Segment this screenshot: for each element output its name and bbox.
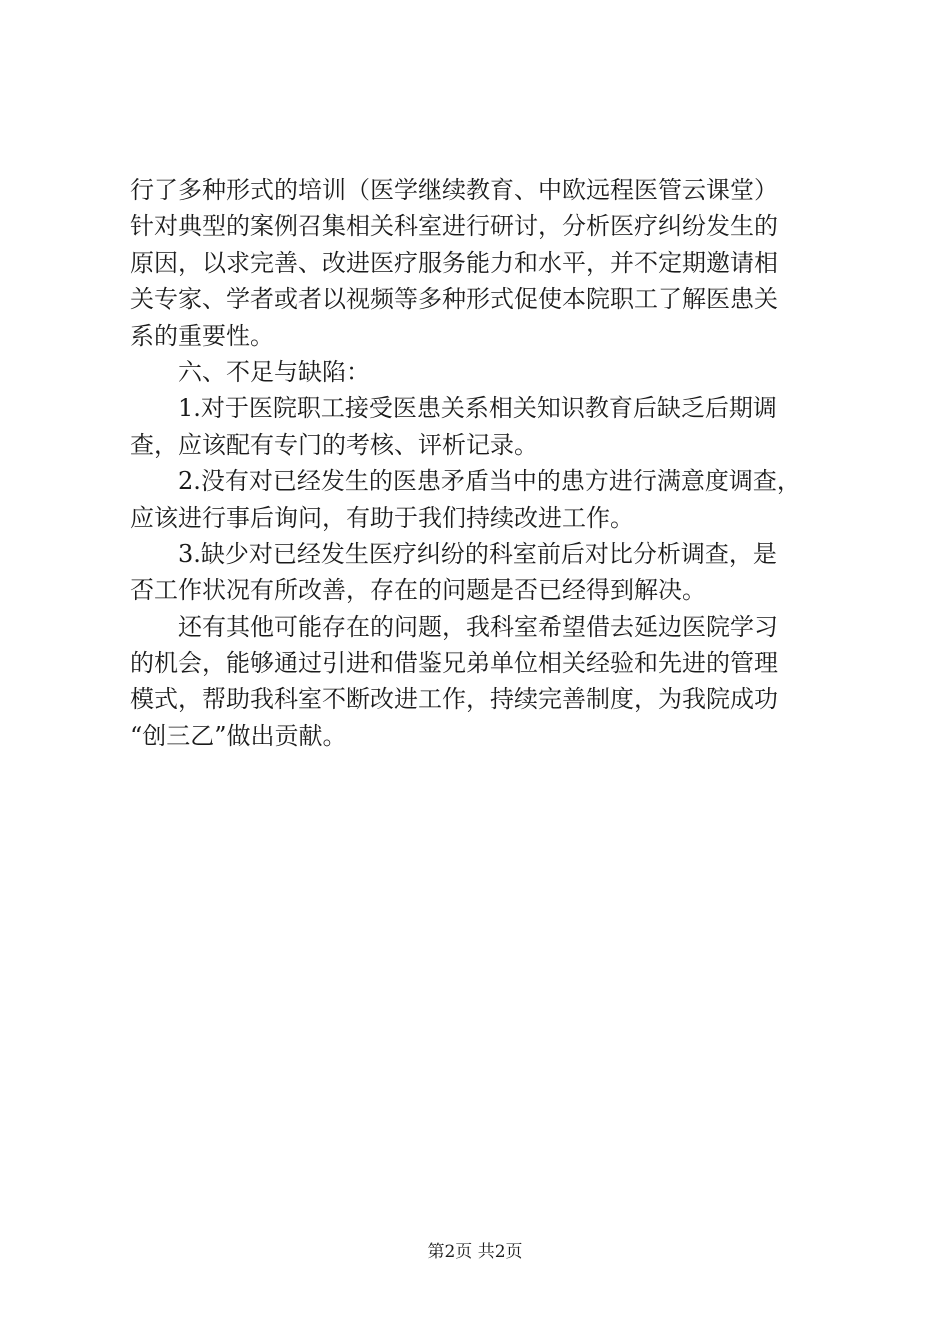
document-body bbox=[130, 172, 830, 754]
list-item-2-line: 应该进行事后询问，有助于我们持续改进工作。 bbox=[130, 503, 634, 532]
text-line: 原因，以求完善、改进医疗服务能力和水平，并不定期邀请相 bbox=[130, 248, 778, 277]
page-footer bbox=[0, 1240, 950, 1264]
text-line: 针对典型的案例召集相关科室进行研讨，分析医疗纠纷发生的 bbox=[130, 212, 778, 241]
closing-paragraph-line: 还有其他可能存在的问题，我科室希望借去延边医院学习 bbox=[130, 612, 778, 641]
page-number: 第2页 共2页 bbox=[427, 1242, 523, 1262]
text-line: 系的重要性。 bbox=[130, 321, 274, 350]
list-item-3-line: 3.缺少对已经发生医疗纠纷的科室前后对比分析调查，是 bbox=[130, 539, 777, 568]
text-line: 关专家、学者或者以视频等多种形式促使本院职工了解医患关 bbox=[130, 285, 778, 314]
list-item-1-line: 查，应该配有专门的考核、评析记录。 bbox=[130, 430, 538, 459]
list-item-1-line: 1.对于医院职工接受医患关系相关知识教育后缺乏后期调 bbox=[130, 394, 777, 423]
closing-paragraph-line: 的机会，能够通过引进和借鉴兄弟单位相关经验和先进的管理 bbox=[130, 649, 778, 678]
list-item-2-line: 2.没有对已经发生的医患矛盾当中的患方进行满意度调查， bbox=[130, 467, 801, 496]
list-item-3-line: 否工作状况有所改善，存在的问题是否已经得到解决。 bbox=[130, 576, 706, 605]
closing-paragraph-line: 模式，帮助我科室不断改进工作，持续完善制度，为我院成功 bbox=[130, 685, 778, 714]
section-heading: 六、不足与缺陷： bbox=[130, 357, 370, 386]
text-line: 行了多种形式的培训（医学继续教育、中欧远程医管云课堂） bbox=[130, 176, 778, 204]
closing-paragraph-line: “创三乙”做出贡献。 bbox=[130, 721, 347, 750]
